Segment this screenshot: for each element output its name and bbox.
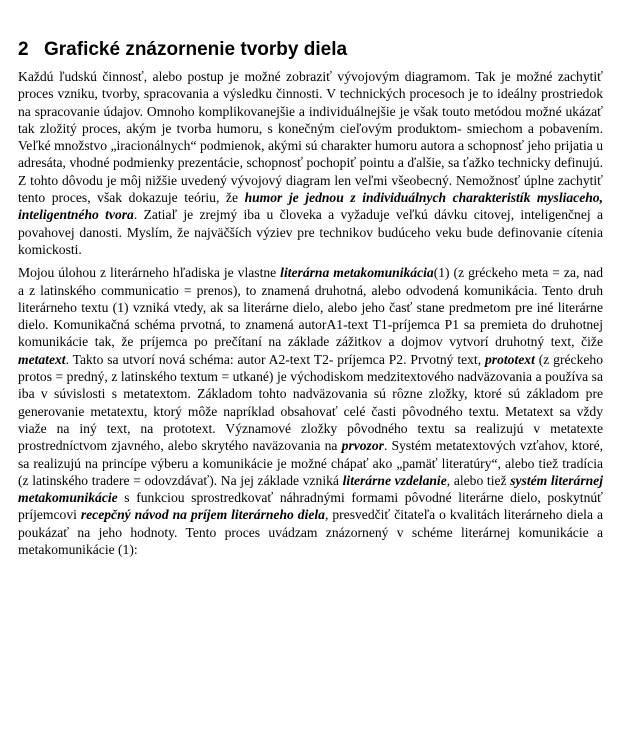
emphasized-term: prvozor <box>341 438 384 454</box>
emphasized-term: recepčný návod na príjem literárneho diela <box>80 507 325 523</box>
paragraph <box>18 68 603 258</box>
text-run: , alebo tiež <box>446 472 511 488</box>
document-page <box>18 38 603 558</box>
emphasized-term: literárna metakomunikácia <box>280 265 434 281</box>
text-run: . Systém metatextových vzťahov, ktoré, sa realizujú na princípe výberu a komunikácie je možné chápať ako „pamäť literatúry“, alebo tiež tradícia (z latinského tradere = odovzdávať). Na jej základe vzniká <box>18 438 604 488</box>
emphasized-term: systém literárnej metakomunikácie <box>18 472 603 506</box>
text-run: (1) (z gréckeho meta = za, nad a z latinského communicatio = prenos), to znamená druhotná, alebo odvodená komunikácia. Tento druh literárneho textu (1) vzniká vtedy, ak sa literárne dielo, alebo jeho časť stane predmetom pre iné literárne dielo. Komunikačná schéma prvotná, to znamená autorA1-text T1-príjemca P1 sa premieta do druhotnej komunikácie tak, že príjemca po prečítaní na základe zážitkov a dojmov vytvorí druhotný text, čiže <box>18 265 603 350</box>
text-run: Mojou úlohou z literárneho hľadiska je vlastne <box>18 265 281 281</box>
emphasized-term: literárne vzdelanie <box>342 472 447 488</box>
text-run: , presvedčiť čitateľa o kvalitách literárneho diela a poukázať na jeho hodnoty. Tento proces uvádzam znázornený v schéme literárnej komunikácie a metakomunikácie (1): <box>18 507 603 558</box>
text-run: . Zatiaľ je zrejmý iba u človeka a vyžaduje veľkú dávku citovej, inteligenčnej a povahovej danosti. Myslím, že najväčších výziev pre technikov budúceho veku bude definovanie cítenia komickosti. <box>18 207 603 257</box>
text-run: (z gréckeho protos = predný, z latinského textum = utkané) je východiskom medzitextového nadväzovania a používa sa iba v súvislosti s metatextom. Základom tohto nadväzovania sú rôzne zložky, ktoré sú základom pre generovanie metatextu, ktorý môže napríklad obsahovať celé časti pôvodného textu. Metatext sa vždy viaže na iný text, na prototext. Významové zložky pôvodného textu sa realizujú v metatexte prostredníctvom zjavného, alebo skrytého naväzovania na <box>18 351 603 454</box>
text-run: . Takto sa utvorí nová schéma: autor A2-text T2- príjemca P2. Prvotný text, <box>65 351 485 367</box>
section-number: 2 <box>18 39 29 60</box>
section-title: Grafické znázornenie tvorby diela <box>44 39 348 60</box>
text-run: s funkciou sprostredkovať náhradnými formami pôvodné literárne dielo, poskytnúť príjemcovi <box>18 490 603 523</box>
emphasized-term: prototext <box>485 351 535 367</box>
text-run: Každú ľudskú činnosť, alebo postup je možné zobraziť vývojovým diagramom. Tak je možné zachytiť proces vzniku, tvorby, spracovania a výsledku činnosti. V technických procesoch je to ideálny prostriedok na spracovanie údajov. Omnoho komplikovanejšie a individuálnejšie je však touto metódou možné ukázať tak zložitý proces, akým je tvorba humoru, s konečným cieľovým produktom- smiechom a pobavením. Veľké množstvo „iracionálnych“ podmienok, akými sú charakter humoru autora a schopnosť jeho prijatia u adresáta, vhodné podmienky prezentácie, schopnosť pochopiť pointu a ďalšie, sa ťažko technicky definujú. Z tohto dôvodu je môj nižšie uvedený vývojový diagram len veľmi všeobecný. Nemožnosť úplne zachytiť tento proces, však dokazuje teóriu, že <box>18 69 603 206</box>
emphasized-term: metatext <box>18 351 66 367</box>
section-heading <box>18 38 603 62</box>
paragraph <box>18 264 603 558</box>
body-text <box>18 68 603 558</box>
emphasized-term: humor je jednou z individuálnych charakteristík mysliaceho, inteligentného tvora <box>18 190 604 223</box>
